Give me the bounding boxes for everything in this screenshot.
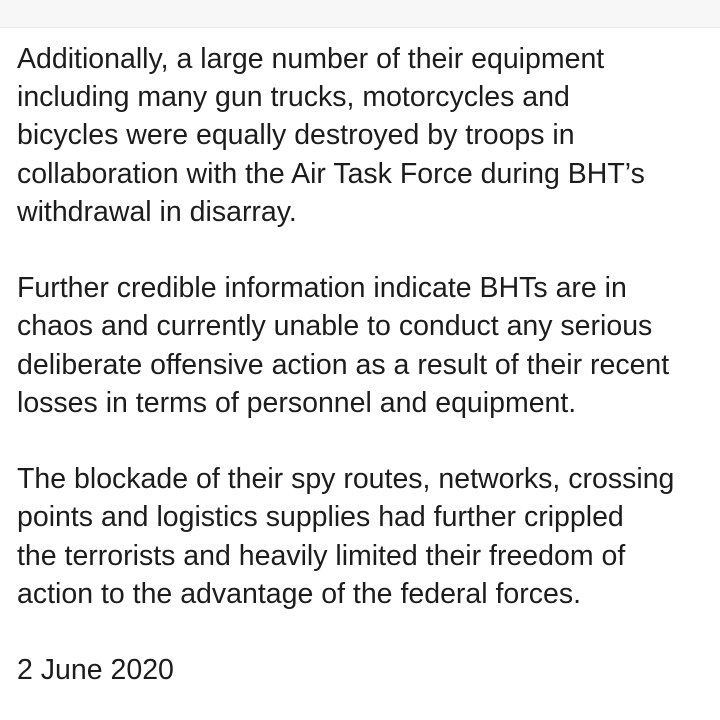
document-date: 2 June 2020 bbox=[17, 654, 174, 687]
document-body bbox=[17, 40, 713, 689]
paragraph-bht-chaos: Further credible information indicate BHTs are in chaos and currently unable to conduct any serious deliberate offensive action as a result of their recent losses in terms of personnel and equipment. bbox=[17, 272, 670, 419]
top-edge-bar bbox=[0, 0, 720, 28]
paragraph-blockade: The blockade of their spy routes, networks, crossing points and logistics supplies had further crippled the terrorists and heavily limited their freedom of action to the advantage of the federal forces. bbox=[17, 463, 675, 610]
paragraph-equipment-destroyed: Additionally, a large number of their equipment including many gun trucks, motorcycles and bicycles were equally destroyed by troops in collaboration with the Air Task Force during BHT’s withdrawal in disarray. bbox=[17, 43, 645, 228]
